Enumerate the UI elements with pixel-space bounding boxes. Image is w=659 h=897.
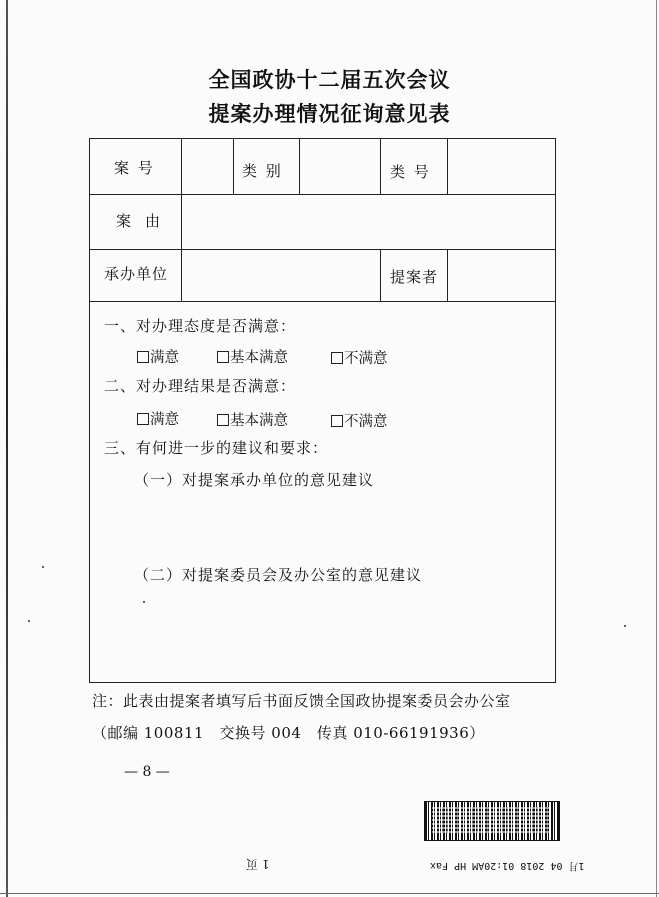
page-number: — 8 — xyxy=(124,764,170,780)
scan-speck xyxy=(143,601,145,603)
checkbox-icon[interactable] xyxy=(331,415,343,427)
case-reason-field[interactable] xyxy=(183,196,555,248)
scan-edge-left xyxy=(6,0,8,897)
question-3-sub-1: （一）对提案承办单位的意见建议 xyxy=(134,471,375,489)
fax-transmission-header: 1月 04 2018 01:20AM HP Fax xyxy=(430,860,585,871)
table-col-divider xyxy=(181,139,182,301)
table-col-divider xyxy=(380,139,381,194)
table-col-divider xyxy=(233,139,234,194)
table-col-divider xyxy=(447,139,448,194)
checkbox-icon[interactable] xyxy=(331,352,343,364)
table-col-divider xyxy=(447,249,448,301)
question-3: 三、有何进一步的建议和要求： xyxy=(104,439,329,457)
case-reason-label: 案由 xyxy=(116,212,175,230)
table-col-divider xyxy=(299,139,300,194)
table-col-divider xyxy=(380,249,381,301)
table-row-divider xyxy=(90,301,555,302)
scan-edge-right xyxy=(656,0,657,897)
case-number-field[interactable] xyxy=(183,141,231,193)
scan-speck xyxy=(624,625,626,627)
category-label: 类 别 xyxy=(242,162,283,180)
checkbox-icon[interactable] xyxy=(217,351,229,363)
case-number-label: 案 号 xyxy=(114,159,155,177)
checkbox-icon[interactable] xyxy=(217,414,229,426)
document-title-line1: 全国政协十二届五次会议 xyxy=(208,67,451,92)
type-number-label: 类 号 xyxy=(390,163,431,181)
category-field[interactable] xyxy=(301,141,379,193)
suggestions-for-handling-unit-area[interactable] xyxy=(134,491,544,559)
fax-page-indicator: 1 页 xyxy=(246,857,270,871)
q1-option-unsatisfied[interactable]: 不满意 xyxy=(331,347,388,368)
handling-unit-label: 承办单位 xyxy=(104,265,169,283)
type-number-field[interactable] xyxy=(449,141,555,193)
checkbox-icon[interactable] xyxy=(137,351,149,363)
q2-option-basically-satisfied[interactable]: 基本满意 xyxy=(217,409,288,430)
handling-unit-field[interactable] xyxy=(183,251,379,300)
q2-option-unsatisfied[interactable]: 不满意 xyxy=(331,410,388,431)
survey-form-table xyxy=(89,138,556,683)
scan-speck xyxy=(28,620,30,622)
scan-edge-bottom xyxy=(0,893,659,894)
q1-option-basically-satisfied[interactable]: 基本满意 xyxy=(217,346,288,367)
table-row-divider xyxy=(90,194,555,195)
proposer-label: 提案者 xyxy=(390,268,439,286)
barcode-pattern xyxy=(432,807,550,833)
suggestions-for-committee-area[interactable] xyxy=(134,589,544,674)
question-3-sub-2: （二）对提案委员会及办公室的意见建议 xyxy=(134,566,423,584)
checkbox-icon[interactable] xyxy=(137,413,149,425)
document-title-line2: 提案办理情况征询意见表 xyxy=(208,101,451,126)
note-line-1: 注：此表由提案者填写后书面反馈全国政协提案委员会办公室 xyxy=(92,692,511,710)
question-2: 二、对办理结果是否满意： xyxy=(104,377,297,395)
scan-speck xyxy=(42,566,44,568)
table-row-divider xyxy=(90,249,555,250)
q2-option-satisfied[interactable]: 满意 xyxy=(137,408,179,429)
proposer-field[interactable] xyxy=(449,251,555,300)
note-line-2: （邮编 100811 交换号 004 传真 010-66191936） xyxy=(92,724,485,742)
q1-option-satisfied[interactable]: 满意 xyxy=(137,346,179,367)
question-1: 一、对办理态度是否满意： xyxy=(104,317,297,335)
